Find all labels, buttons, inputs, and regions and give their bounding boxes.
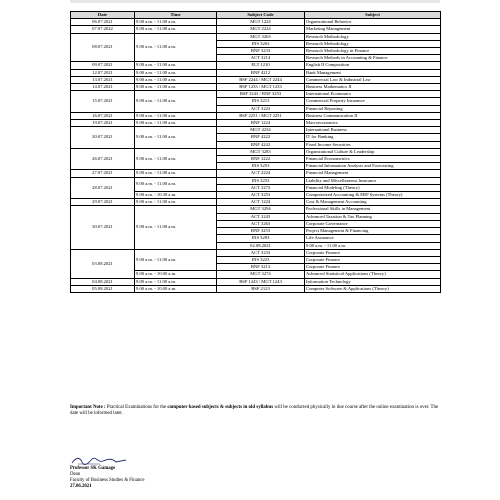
cell-date: 14.07.2021 — [71, 84, 135, 91]
cell-time: 9.00 a.m. - 11.00 a.m. — [135, 84, 217, 91]
cell-time: 9.00 a.m. - 11.00 a.m. — [135, 170, 217, 177]
cell-code: INS 3213 — [217, 98, 305, 105]
table-row — [71, 76, 441, 83]
cell-subject: Information Technology — [305, 278, 441, 285]
header-time: Time — [135, 12, 217, 19]
cell-subject: Marketing Management — [305, 26, 441, 33]
cell-time: 9.00 a.m. - 11.00 a.m. — [135, 148, 217, 170]
header-date: Date — [71, 12, 135, 19]
cell-code: MGT 3283 — [217, 148, 305, 155]
signer-block — [70, 466, 144, 490]
cell-code: ELT 1210 — [217, 62, 305, 69]
table-row — [71, 148, 441, 155]
cell-code: ACT 3273 — [217, 184, 305, 191]
cell-subject: Computerized Accounting & ERP Systems (Theory) — [305, 192, 441, 199]
table-row — [71, 170, 441, 177]
cell-subject: Organizational Culture & Leadership — [305, 148, 441, 155]
cell-subject: International Business — [305, 127, 441, 134]
cell-code: BSF 1243 / MGT 1243 — [217, 278, 305, 285]
cell-code: ACT 3233 — [217, 249, 305, 256]
table-row — [71, 120, 441, 127]
cell-date: 19.07.2021 — [71, 120, 135, 127]
note-text-2: will be conducted physically in due course after the online examination is over. The date will be informed later. — [70, 405, 439, 417]
cell-code: MGT 3294 — [217, 206, 305, 213]
cell-code: BNF 4212 — [217, 69, 305, 76]
cell-time: 9.00 a.m. - 11.00 a.m. — [135, 206, 217, 249]
cell-subject: Business Communication II — [305, 112, 441, 119]
signer-title: Dean — [70, 472, 81, 477]
cell-subject: Research Methodology — [305, 33, 441, 40]
cell-subject: Financial Modeling (Theory) — [305, 184, 441, 191]
cell-subject: Corporate Governance — [305, 220, 441, 227]
cell-code: BNF 4222 — [217, 134, 305, 141]
cell-code: BSF 2123 — [217, 285, 305, 292]
timetable — [70, 11, 441, 293]
cell-time: 9.00 a.m. - 11.00 a.m. — [135, 76, 217, 83]
cell-subject: Financial Information Analysis and Forecasting — [305, 163, 441, 170]
signer-faculty: Faculty of Business Studies & Finance — [70, 478, 145, 483]
cell-date: 30.07.2021 — [71, 206, 135, 249]
cell-code: ACT 3243 — [217, 213, 305, 220]
cell-subject: Research Methodology in Finance — [305, 48, 441, 55]
cell-date: 05.08.2021 — [71, 285, 135, 292]
signature-image — [70, 455, 130, 466]
cell-subject: Research Methodology — [305, 40, 441, 47]
cell-code: INS 3263 — [217, 40, 305, 47]
important-note — [70, 405, 440, 418]
cell-date: 12.07.2021 — [71, 69, 135, 76]
cell-code: BSF 3243 / BNF 3253 — [217, 91, 305, 98]
cell-subject: Liability and Miscellaneous Insurance — [305, 177, 441, 184]
cell-subject: Financial Management — [305, 170, 441, 177]
cell-code: BNF 3233 — [217, 48, 305, 55]
cell-code: INS 3253 — [217, 163, 305, 170]
table-row — [71, 206, 441, 213]
cell-time: 9.00 a.m. - 11.00 a.m. — [135, 19, 217, 26]
cell-code: BNF 3222 — [217, 156, 305, 163]
cell-code: ACT 3263 — [217, 220, 305, 227]
cell-subject: Commercial Law & Industrial Law — [305, 76, 441, 83]
note-lead: Important Note : — [70, 405, 106, 410]
cell-subject: Research Methods in Accounting & Finance — [305, 55, 441, 62]
table-row — [71, 112, 441, 119]
table-row — [71, 199, 441, 206]
cell-code: BSF 2251 / MGT 2251 — [217, 112, 305, 119]
cell-subject: Fixed Income Securities — [305, 141, 441, 148]
note-bold-text: computer based subjects & subjects in old syllabus — [167, 405, 274, 410]
table-row — [71, 84, 441, 91]
table-row — [71, 62, 441, 69]
cell-time: 9.00 a.m. - 11.00 a.m. — [135, 120, 217, 127]
signer-name: Professor SK Gamage — [70, 466, 116, 471]
cell-time: 9.00 a.m. - 11.00 a.m. — [135, 177, 217, 191]
cell-subject: Corporate Finance — [305, 249, 441, 256]
cell-date: 27.07.2021 — [71, 170, 135, 177]
cell-time: 9.00 a.m. - 11.00 a.m. — [135, 112, 217, 119]
cell-subject: Corporate Finance — [305, 256, 441, 263]
cell-code: BSF 1233 / MGT 1233 — [217, 84, 305, 91]
table-row — [71, 278, 441, 285]
cell-date: 28.07.2021 — [71, 177, 135, 199]
cell-time: 9.00 a.m. - 10.30 a.m. — [135, 192, 217, 199]
cell-code: MGT 3274 — [217, 271, 305, 278]
cell-code: BNF 1224 — [217, 120, 305, 127]
cell-code: BNF 3253 — [217, 228, 305, 235]
cell-date: 04.08.2021 — [71, 278, 135, 285]
cell-date: 08.07.2021 — [71, 33, 135, 62]
cell-time: 9.00 a.m. - 10.00 a.m. — [135, 285, 217, 292]
table-row — [71, 285, 441, 292]
cell-time: 9.00 a.m. - 11.00 a.m. — [135, 33, 217, 62]
cell-time: 9.00 a.m. - 11.00 a.m. — [305, 242, 441, 249]
cell-subject: Bank Management — [305, 69, 441, 76]
cell-subject: Macroeconomics — [305, 120, 441, 127]
cell-time: 9.00 a.m. - 11.00 a.m. — [135, 69, 217, 76]
cell-time: 9.00 a.m. - 11.00 a.m. — [135, 249, 217, 271]
table-row — [71, 26, 441, 33]
header-subject-code: Subject Code — [217, 12, 305, 19]
cell-time: 9.00 a.m. - 11.00 a.m. — [135, 91, 217, 113]
cell-code: BNF 3213 — [217, 264, 305, 271]
cell-subject: Financial Reporting — [305, 105, 441, 112]
cell-date: 16.07.2021 — [71, 112, 135, 119]
header-subject: Subject — [305, 12, 441, 19]
cell-code: MGT 1224 — [217, 19, 305, 26]
cell-date: 07.07.2022 — [71, 26, 135, 33]
cell-code: ACT 3223 — [217, 105, 305, 112]
cell-time: 9.00 a.m. - 11.00 a.m. — [135, 278, 217, 285]
cell-code: MGT 3263 — [217, 33, 305, 40]
cell-time: 9.00 a.m. - 11.00 a.m. — [135, 26, 217, 33]
cell-code: BSF 2244 / MGT 2244 — [217, 76, 305, 83]
cell-date: 06.07.2021 — [71, 19, 135, 26]
cell-code: MGT 2224 — [217, 26, 305, 33]
cell-date: 29.07.2021 — [71, 199, 135, 206]
cell-code: INS 3283 — [217, 235, 305, 242]
cell-date: 13.07.2021 — [71, 76, 135, 83]
cell-code: ACT 3253 — [217, 192, 305, 199]
cell-subject: Project Management & Financing — [305, 228, 441, 235]
cell-date: 09.07.2021 — [71, 62, 135, 69]
cell-code: BNF 4242 — [217, 141, 305, 148]
cell-subject: Computer Software & Applications (Theory) — [305, 285, 441, 292]
table-row — [71, 127, 441, 134]
signer-date: 27.06.2021 — [70, 484, 92, 489]
cell-time: 9.00 a.m. - 11.00 a.m. — [135, 127, 217, 149]
cell-subject: Life Assurance — [305, 235, 441, 242]
cell-subject: Advanced Statistical Applications (Theory) — [305, 271, 441, 278]
cell-date: 03.08.2021 — [71, 249, 135, 278]
cell-code: INS 3233 — [217, 177, 305, 184]
table-row — [71, 177, 441, 184]
cell-subject: Organizational Behavior — [305, 19, 441, 26]
cell-subject: Business Mathematics II — [305, 84, 441, 91]
table-row — [71, 33, 441, 40]
table-row — [71, 91, 441, 98]
cell-subject: Commercial Property Insurance — [305, 98, 441, 105]
cell-date: 02.08.2021 — [217, 242, 305, 249]
cell-date: 26.07.2021 — [71, 148, 135, 170]
note-text-1: Practical Examinations for the — [105, 405, 168, 410]
cell-time: 9.00 a.m. - 10.00 a.m. — [135, 271, 217, 278]
table-header-row — [71, 12, 441, 19]
cell-subject: Professional Skills in Management — [305, 206, 441, 213]
cell-subject: Cost & Management Accounting — [305, 199, 441, 206]
cell-code: INS 3223 — [217, 256, 305, 263]
cell-code: ACT 2224 — [217, 170, 305, 177]
cell-time: 9.00 a.m. - 11.00 a.m. — [135, 62, 217, 69]
table-row — [71, 69, 441, 76]
cell-date: 15.07.2021 — [71, 91, 135, 113]
cell-subject: Financial Econometrics — [305, 156, 441, 163]
cell-subject: Advanced Taxation & Tax Planning — [305, 213, 441, 220]
table-row — [71, 249, 441, 256]
cell-code: ACT 1224 — [217, 199, 305, 206]
cropped-header-strip — [70, 0, 440, 3]
cell-code: ACT 3214 — [217, 55, 305, 62]
cell-subject: IT for Banking — [305, 134, 441, 141]
cell-subject: English II Composition — [305, 62, 441, 69]
table-row — [71, 19, 441, 26]
cell-time: 9.00 a.m. - 11.00 a.m. — [135, 199, 217, 206]
cell-date: 20.07.2021 — [71, 127, 135, 149]
cell-subject: International Economics — [305, 91, 441, 98]
cell-subject: Corporate Finance — [305, 264, 441, 271]
timetable-body — [71, 19, 441, 293]
cell-code: MGT 4234 — [217, 127, 305, 134]
